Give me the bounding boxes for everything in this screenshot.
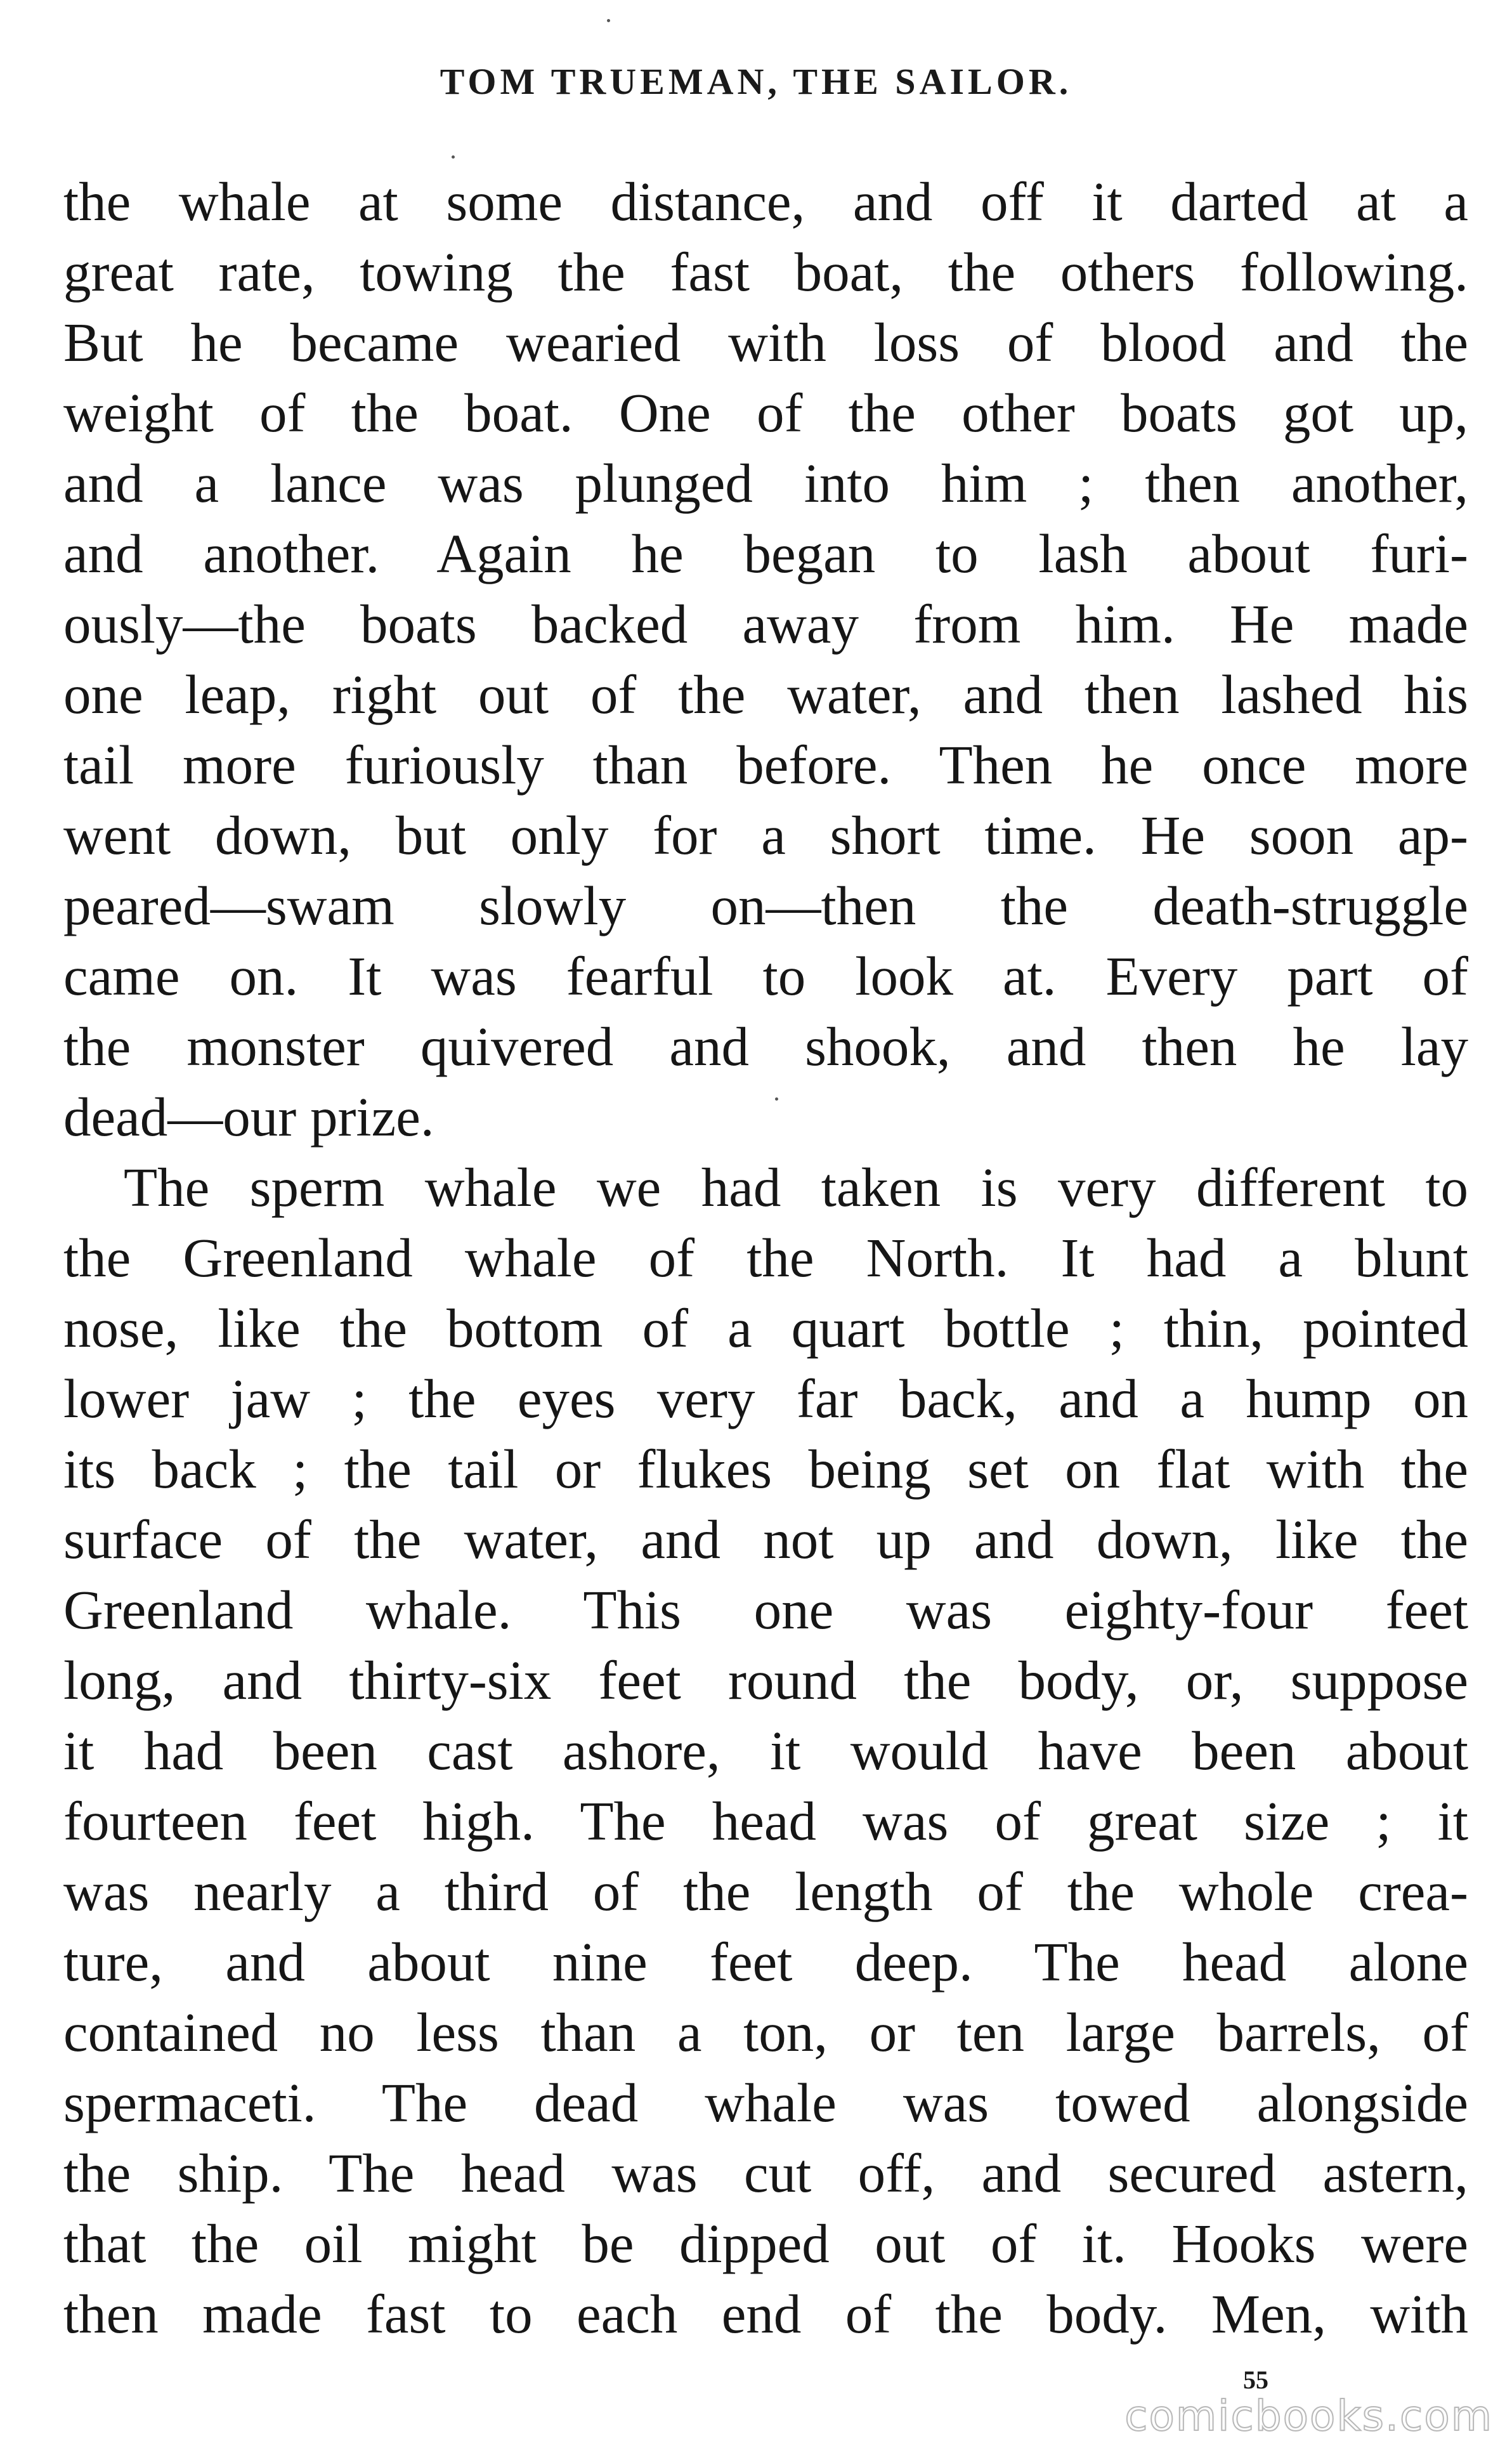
body-text xyxy=(63,166,1468,2349)
text-line: ously—the boats backed away from him. He made xyxy=(63,593,1468,655)
text-line: and another. Again he began to lash about furi- xyxy=(63,523,1468,584)
text-line: that the oil might be dipped out of it. Hooks were xyxy=(63,2213,1468,2274)
text-line: its back ; the tail or flukes being set on flat with the xyxy=(63,1438,1468,1500)
text-line: surface of the water, and not up and down, like the xyxy=(63,1508,1468,1570)
paragraph-first-line: The sperm whale we had taken is very different to xyxy=(124,1156,1468,1218)
text-line: fourteen feet high. The head was of great size ; it xyxy=(63,1790,1468,1852)
text-line: peared—swam slowly on—then the death-struggle xyxy=(63,875,1468,936)
text-line: went down, but only for a short time. He soon ap- xyxy=(63,804,1468,866)
text-line: weight of the boat. One of the other boats got up, xyxy=(63,382,1468,443)
text-line: But he became wearied with loss of blood and the xyxy=(63,311,1468,373)
text-line: it had been cast ashore, it would have been about xyxy=(63,1720,1468,1781)
print-speck xyxy=(452,155,455,159)
text-line: the whale at some distance, and off it darted at a xyxy=(63,171,1468,232)
text-line: long, and thirty-six feet round the body, or, suppose xyxy=(63,1649,1468,1711)
text-line: great rate, towing the fast boat, the others following. xyxy=(63,241,1468,303)
text-line: lower jaw ; the eyes very far back, and a hump on xyxy=(63,1368,1468,1429)
page-number: 55 xyxy=(1243,2366,1268,2394)
text-line: and a lance was plunged into him ; then another, xyxy=(63,452,1468,514)
watermark: comicbooks.com xyxy=(1124,2392,1493,2440)
text-line: ture, and about nine feet deep. The head alone xyxy=(63,1931,1468,1993)
text-line: came on. It was fearful to look at. Every part of xyxy=(63,945,1468,1007)
print-speck xyxy=(775,1097,778,1101)
print-speck xyxy=(607,19,610,22)
text-line: the Greenland whale of the North. It had a blunt xyxy=(63,1227,1468,1288)
text-line: then made fast to each end of the body. Men, with xyxy=(63,2283,1468,2345)
text-line: Greenland whale. This one was eighty-four feet xyxy=(63,1579,1468,1640)
running-title: TOM TRUEMAN, THE SAILOR. xyxy=(440,61,1072,102)
text-line: the ship. The head was cut off, and secured astern, xyxy=(63,2142,1468,2204)
text-line: nose, like the bottom of a quart bottle ; thin, pointed xyxy=(63,1297,1468,1359)
paragraph-end-line: dead—our prize. xyxy=(63,1086,434,1148)
text-line: was nearly a third of the length of the whole crea- xyxy=(63,1861,1468,1922)
text-line: tail more furiously than before. Then he once more xyxy=(63,734,1468,795)
text-line: contained no less than a ton, or ten large barrels, of xyxy=(63,2001,1468,2063)
text-line: the monster quivered and shook, and then he lay xyxy=(63,1016,1468,1077)
text-line: spermaceti. The dead whale was towed alongside xyxy=(63,2072,1468,2133)
text-line: one leap, right out of the water, and then lashed his xyxy=(63,664,1468,725)
